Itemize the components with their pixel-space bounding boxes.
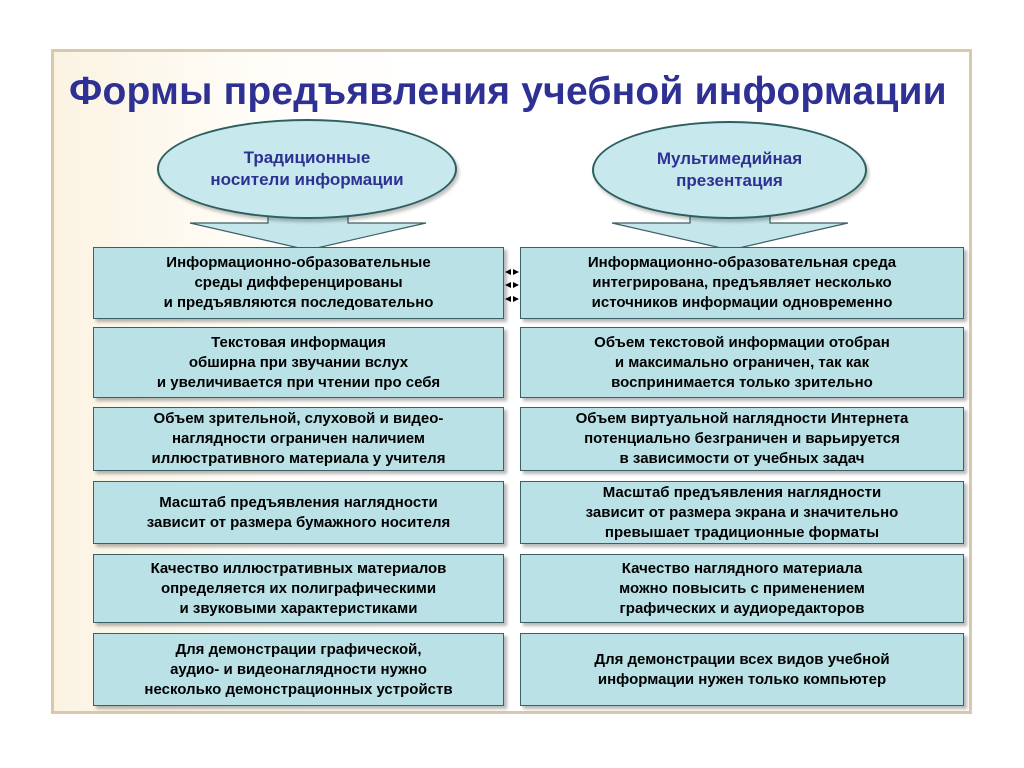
multimedia-card: Качество наглядного материала можно повысить с применением графических и аудиоредакторов [520, 554, 964, 623]
slide-title: Формы предъявления учебной информации [69, 70, 947, 113]
traditional-card: Для демонстрации графической, аудио- и видеонаглядности нужно несколько демонстрационных устройств [93, 633, 504, 706]
traditional-card: Объем зрительной, слуховой и видео- наглядности ограничен наличием иллюстративного материала у учителя [93, 407, 504, 471]
traditional-card: Масштаб предъявления наглядности зависит от размера бумажного носителя [93, 481, 504, 544]
traditional-card: Текстовая информация обширна при звучании вслух и увеличивается при чтении про себя [93, 327, 504, 398]
traditional-card: Качество иллюстративных материалов определяется их полиграфическими и звуковыми характеристиками [93, 554, 504, 623]
multimedia-card: Масштаб предъявления наглядности зависит от размера экрана и значительно превышает традиционные форматы [520, 481, 964, 544]
traditional-card: Информационно-образовательные среды дифференцированы и предъявляются последовательно [93, 247, 504, 319]
multimedia-card: Объем виртуальной наглядности Интернета потенциально безграничен и варьируется в зависимости от учебных задач [520, 407, 964, 471]
header-ellipse-traditional: Традиционные носители информации [157, 119, 457, 219]
selection-handle-marks [503, 268, 521, 304]
multimedia-card: Для демонстрации всех видов учебной информации нужен только компьютер [520, 633, 964, 706]
multimedia-card: Объем текстовой информации отобран и максимально ограничен, так как воспринимается только зрительно [520, 327, 964, 398]
multimedia-card: Информационно-образовательная среда интегрирована, предъявляет несколько источников информации одновременно [520, 247, 964, 319]
header-ellipse-multimedia: Мультимедийная презентация [592, 121, 867, 219]
